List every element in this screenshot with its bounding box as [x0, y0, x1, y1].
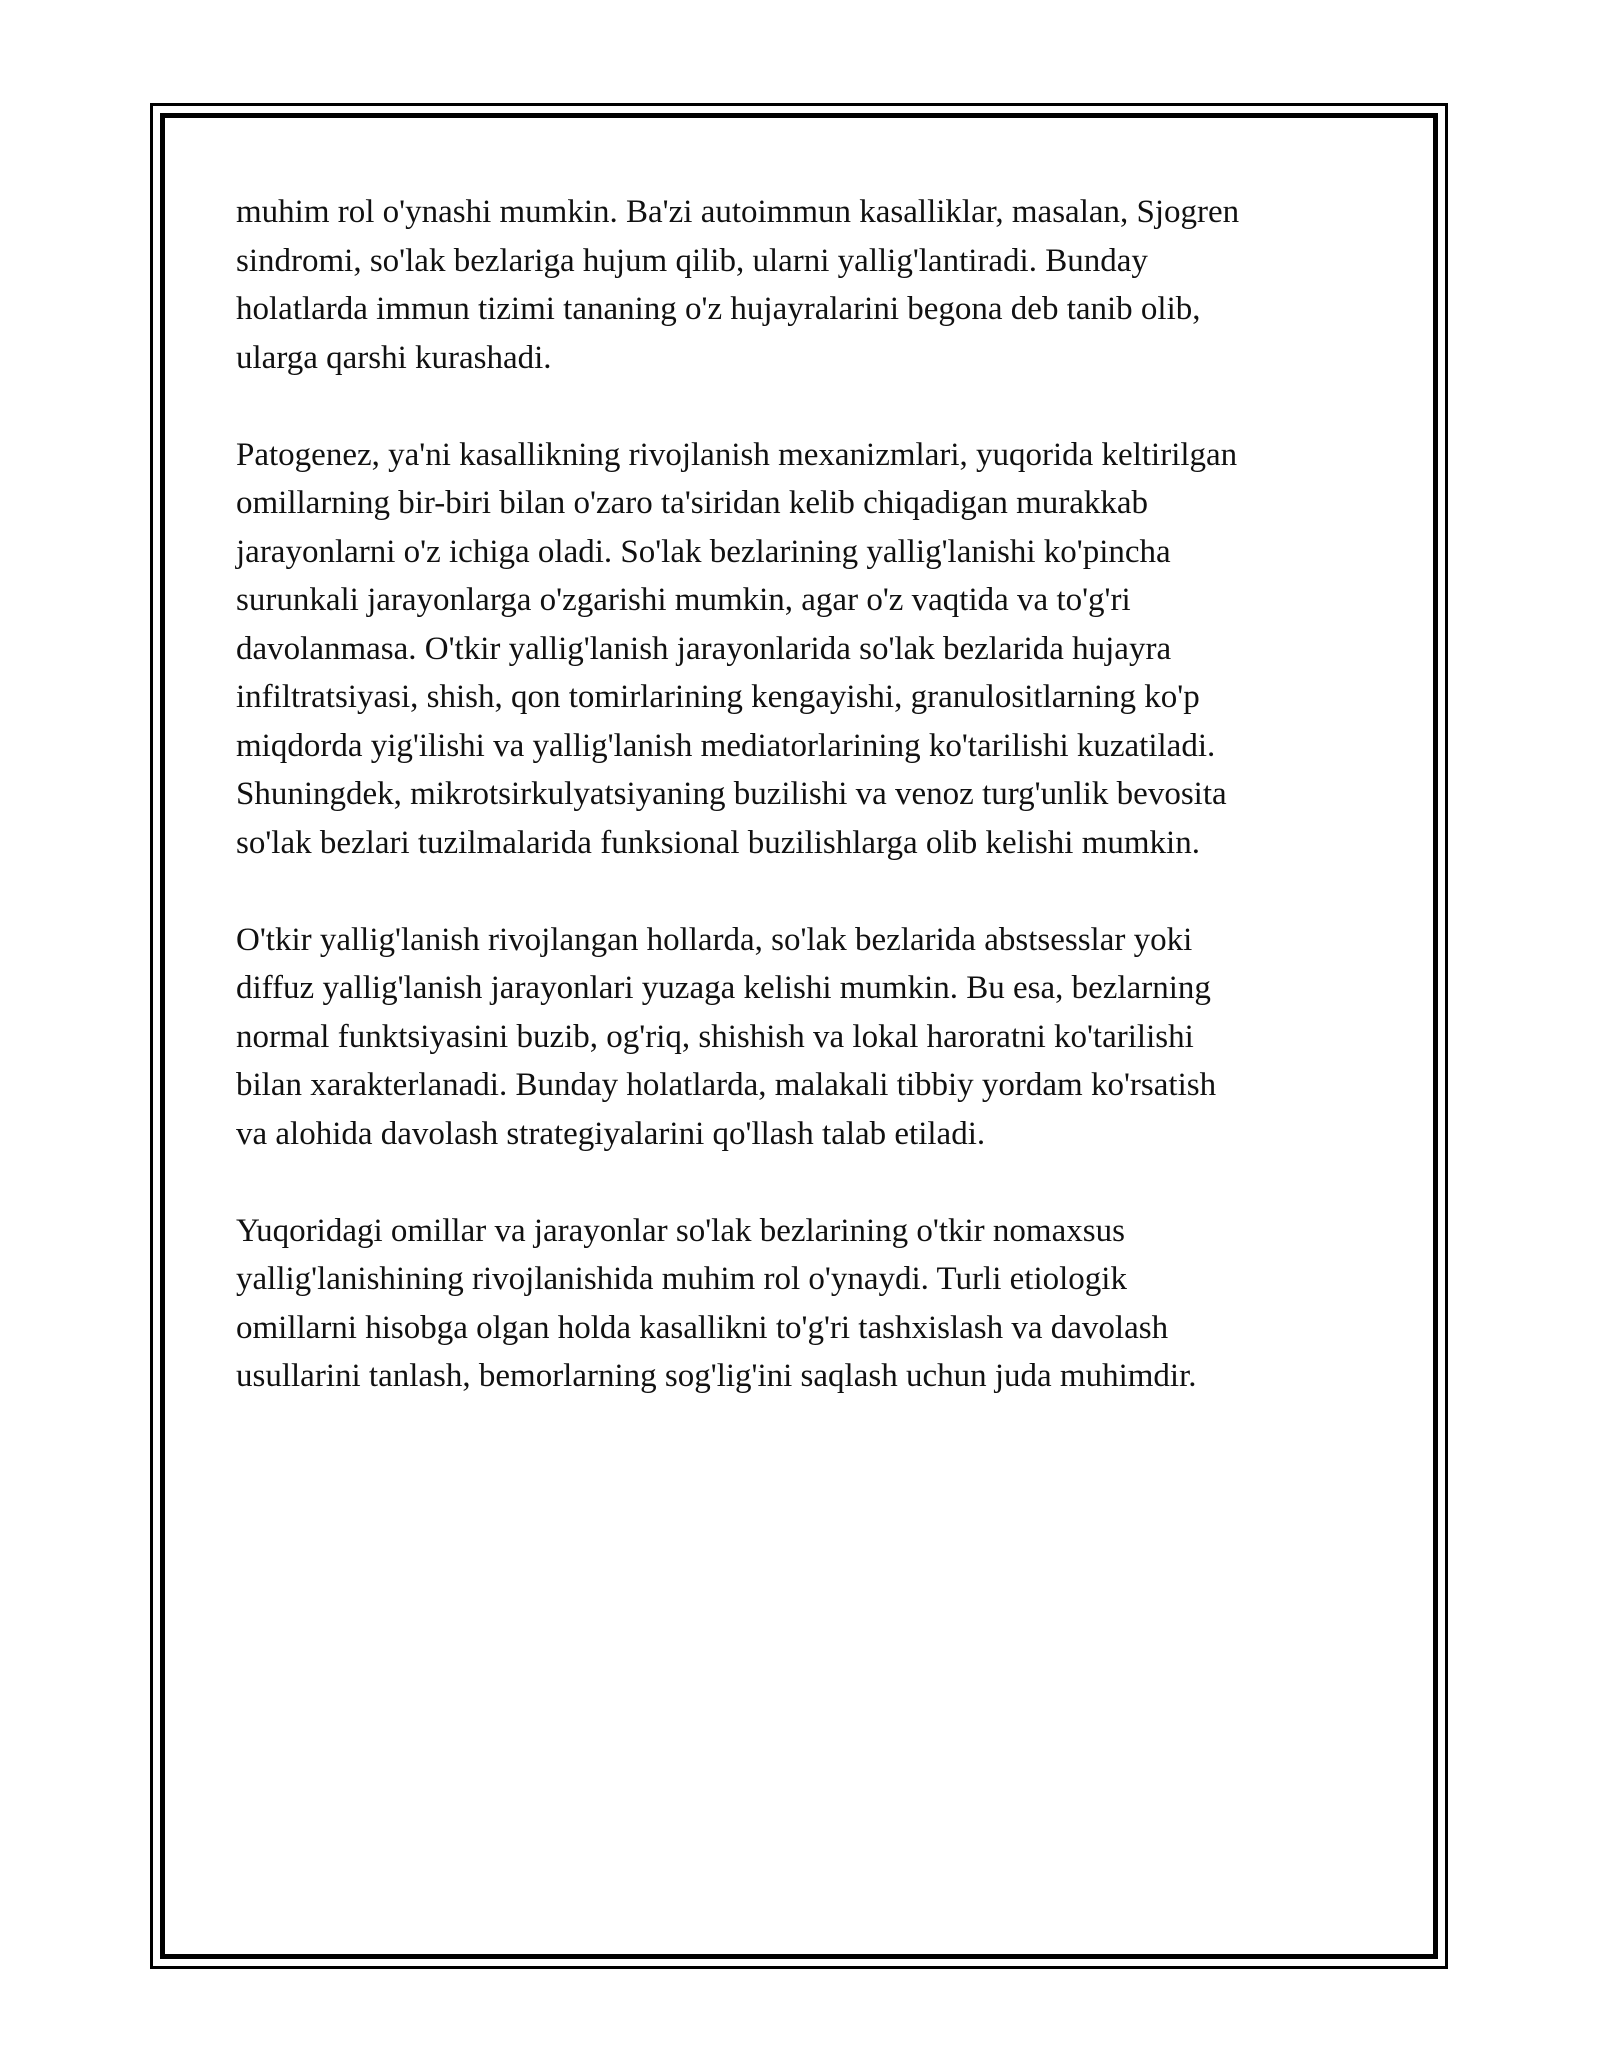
text-line: normal funktsiyasini buzib, og'riq, shishish va lokal haroratni ko'tarilishi — [236, 1018, 1194, 1055]
paragraph-2 — [236, 431, 1366, 868]
text-line: usullarini tanlash, bemorlarning sog'lig'ini saqlash uchun juda muhimdir. — [236, 1358, 1197, 1394]
text-line: holatlarda immun tizimi tananing o'z hujayralarini begona deb tanib olib, — [236, 291, 1201, 327]
text-line: surunkali jarayonlarga o'zgarishi mumkin, agar o'z vaqtida va to'g'ri — [236, 582, 1131, 618]
text-line: omillarni hisobga olgan holda kasallikni to'g'ri tashxislash va davolash — [236, 1309, 1169, 1346]
text-line: va alohida davolash strategiyalarini qo'llash talab etiladi. — [236, 1115, 986, 1152]
paragraph-1 — [236, 188, 1366, 382]
text-line: infiltratsiyasi, shish, qon tomirlarining kengayishi, granulositlarning ko'p — [236, 679, 1200, 715]
text-line: diffuz yallig'lanish jarayonlari yuzaga kelishi mumkin. Bu esa, bezlarning — [236, 970, 1211, 1006]
text-line: O'tkir yallig'lanish rivojlangan hollarda, so'lak bezlarida abstsesslar yoki — [236, 921, 1193, 958]
text-line: miqdorda yig'ilishi va yallig'lanish mediatorlarining ko'tarilishi kuzatiladi. — [236, 727, 1216, 764]
text-line: muhim rol o'ynashi mumkin. Ba'zi autoimmun kasalliklar, masalan, Sjogren — [236, 194, 1240, 230]
text-line: davolanmasa. O'tkir yallig'lanish jarayonlarida so'lak bezlarida hujayra — [236, 630, 1172, 667]
document-body — [236, 188, 1366, 1449]
text-line: jarayonlarni o'z ichiga oladi. So'lak bezlarining yallig'lanishi ko'pincha — [236, 533, 1171, 570]
text-line: sindromi, so'lak bezlariga hujum qilib, ularni yallig'lantiradi. Bunday — [236, 242, 1148, 279]
text-line: yallig'lanishining rivojlanishida muhim rol o'ynaydi. Turli etiologik — [236, 1261, 1127, 1297]
text-line: Yuqoridagi omillar va jarayonlar so'lak bezlarining o'tkir nomaxsus — [236, 1212, 1125, 1249]
text-line: bilan xarakterlanadi. Bunday holatlarda, malakali tibbiy yordam ko'rsatish — [236, 1067, 1217, 1103]
text-line: Patogenez, ya'ni kasallikning rivojlanish mexanizmlari, yuqorida keltirilgan — [236, 436, 1238, 473]
text-line: ularga qarshi kurashadi. — [236, 339, 552, 376]
text-line: omillarning bir-biri bilan o'zaro ta'siridan kelib chiqadigan murakkab — [236, 485, 1149, 521]
paragraph-3 — [236, 916, 1366, 1159]
paragraph-4 — [236, 1207, 1366, 1401]
text-line: so'lak bezlari tuzilmalarida funksional buzilishlarga olib kelishi mumkin. — [236, 824, 1200, 861]
text-line: Shuningdek, mikrotsirkulyatsiyaning buzilishi va venoz turg'unlik bevosita — [236, 776, 1227, 812]
